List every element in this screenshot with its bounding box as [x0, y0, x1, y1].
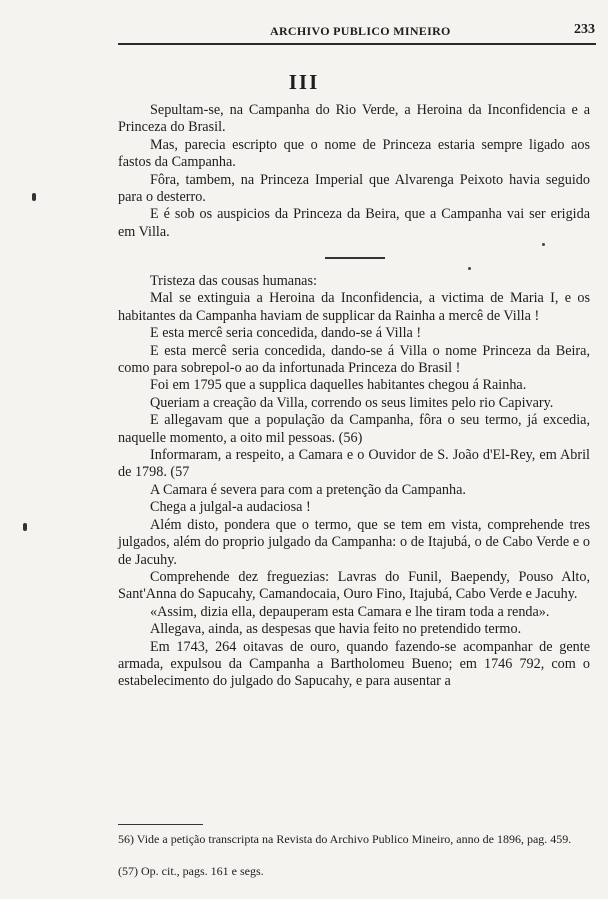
- paragraph: E allegavam que a população da Campanha, fôra o seu termo, já excedia, naquelle momento, a oito mil pessoas. (56): [118, 412, 590, 446]
- section-separator: [325, 257, 385, 259]
- text-block-1: [118, 102, 590, 241]
- paragraph: E esta mercê seria concedida, dando-se á Villa !: [150, 325, 422, 342]
- section-title: III: [288, 70, 320, 94]
- paragraph: A Camara é severa para com a pretenção da Campanha.: [150, 481, 466, 498]
- footnote: 56) Vide a petição transcripta na Revista do Archivo Publico Mineiro, anno de 1896, pag. 459.: [118, 832, 572, 846]
- paragraph: Comprehende dez freguezias: Lavras do Funil, Baependy, Pouso Alto, Sant'Anna do Sapucahy, Camandocaia, Ouro Fino, Itajubá, Cabo Verde e Jacuhy.: [118, 568, 590, 603]
- running-title: ARCHIVO PUBLICO MINEIRO: [270, 24, 451, 38]
- specks: [542, 243, 545, 246]
- paragraph: «Assim, dizia ella, depauperam esta Camara e lhe tiram toda a renda».: [150, 603, 550, 620]
- paragraph: Allegava, ainda, as despesas que havia feito no pretendido termo.: [150, 621, 522, 638]
- footnote-rule: [118, 824, 203, 825]
- page-number: 233: [574, 22, 595, 37]
- margin-mark: [23, 523, 27, 531]
- paragraph: Mas, parecia escripto que o nome de Princeza estaria sempre ligado aos fastos da Campanha.: [118, 136, 590, 171]
- paragraph: Chega a julgal-a audaciosa !: [150, 499, 311, 516]
- paragraph: E é sob os auspicios da Princeza da Beira, que a Campanha vai ser erigida em Villa.: [118, 206, 590, 240]
- paragraph: Tristeza das cousas humanas:: [150, 273, 317, 289]
- paragraph: Informaram, a respeito, a Camara e o Ouvidor de S. João d'El-Rey, em Abril de 1798. (57: [118, 447, 590, 481]
- paragraph: Queriam a creação da Villa, correndo os seus limites pelo rio Capivary.: [150, 394, 554, 411]
- margin-mark: [32, 193, 36, 201]
- paragraph: Além disto, pondera que o termo, que se tem em vista, comprehende tres julgados, além do proprio julgado da Campanha: o de Itajubá, o de Cabo Verde e o de Jacuhy.: [118, 516, 590, 568]
- specks: [468, 267, 471, 270]
- paragraph: Fôra, tambem, na Princeza Imperial que Alvarenga Peixoto havia seguido para o desterro.: [118, 171, 590, 206]
- paragraph: Mal se extinguia a Heroina da Inconfidencia, a victima de Maria I, e os habitantes da Campanha haviam de supplicar da Rainha a mercê de Villa !: [118, 290, 590, 324]
- paragraph: Foi em 1795 que a supplica daquelles habitantes chegou á Rainha.: [150, 377, 527, 394]
- footnote: (57) Op. cit., pags. 161 e segs.: [118, 864, 264, 878]
- page-header: [120, 22, 595, 44]
- paragraph: Sepultam-se, na Campanha do Rio Verde, a Heroina da Inconfidencia e a Princeza do Brasil.: [118, 102, 590, 136]
- header-rule: [118, 43, 596, 45]
- text-block-2: [118, 273, 590, 691]
- paragraph: E esta mercê seria concedida, dando-se á Villa o nome Princeza da Beira, como para sobrepol-o ao da infortunada Princeza do Brasil !: [118, 342, 590, 377]
- paragraph: Em 1743, 264 oitavas de ouro, quando fazendo-se acompanhar de gente armada, expulsou da Campanha a Bartholomeu Bueno; em 1746 792, com o estabelecimento do julgado do Sapucahy, e para ausentar a: [118, 638, 590, 690]
